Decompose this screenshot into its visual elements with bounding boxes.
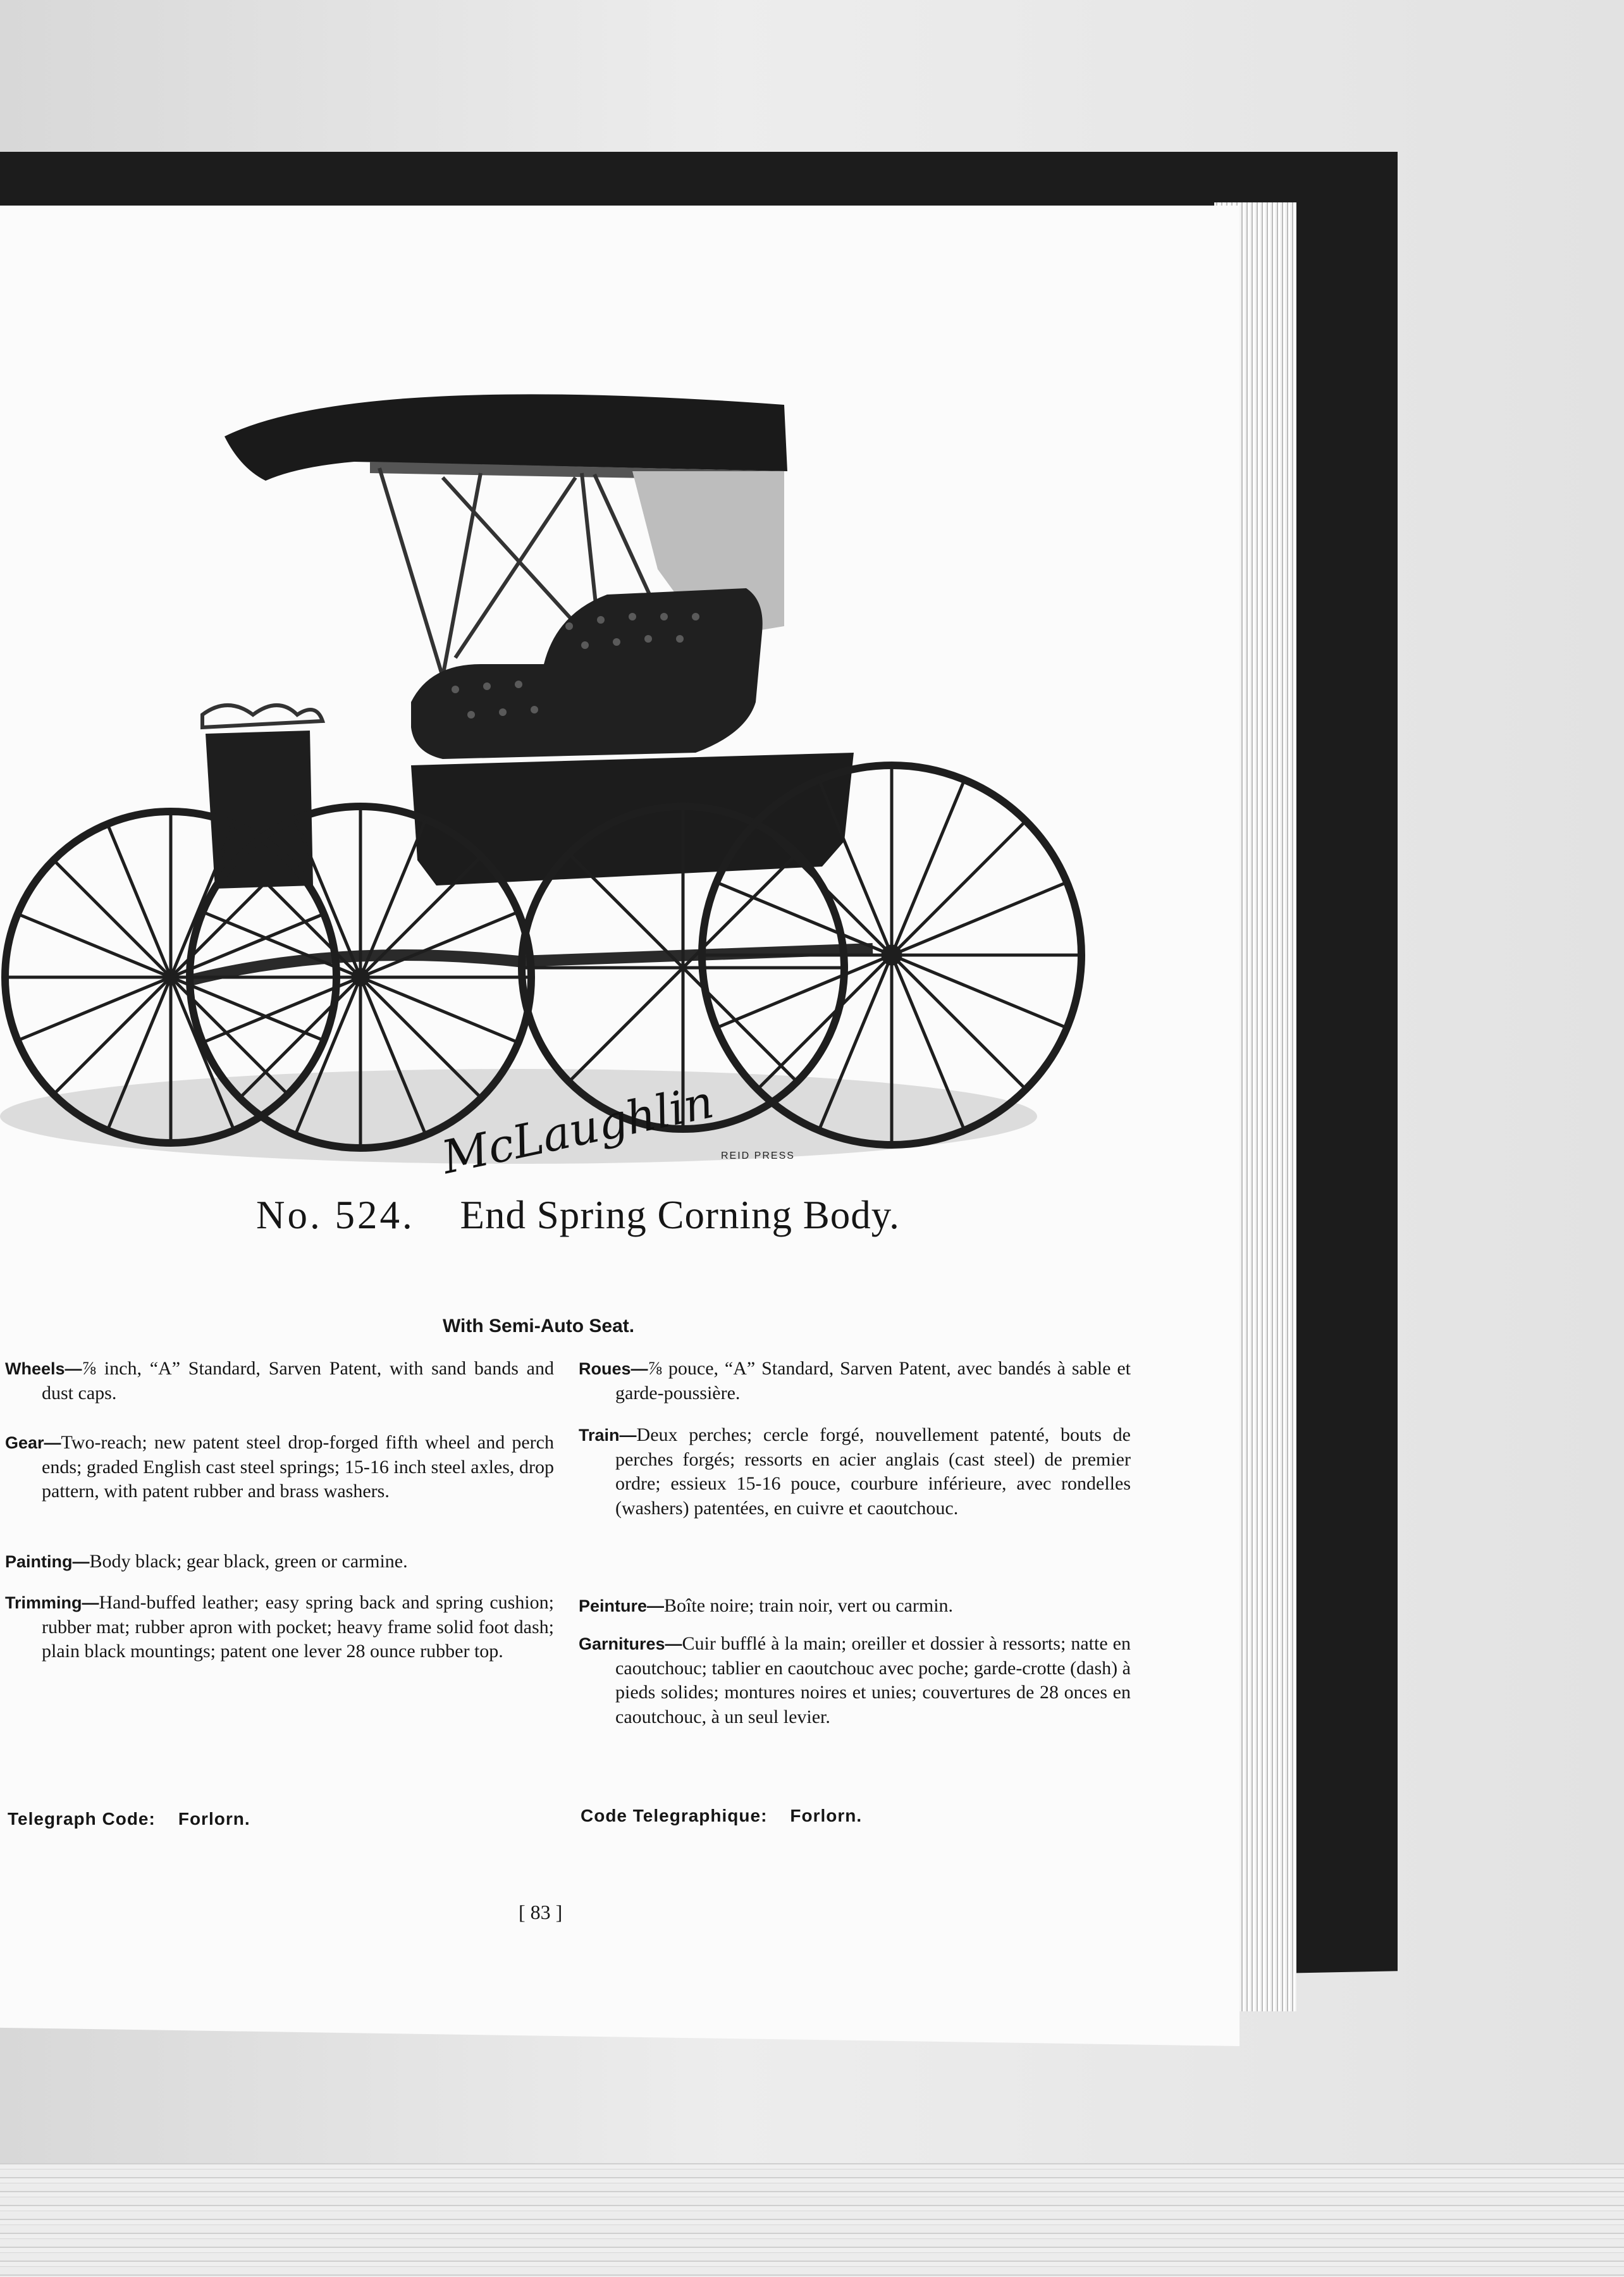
- spec-term: Gear—: [5, 1433, 61, 1452]
- spec-term: Peinture—: [579, 1596, 665, 1615]
- scan-artifact-lines: [0, 2163, 1624, 2277]
- code-label: Telegraph Code:: [8, 1809, 156, 1829]
- spec-text: Body black; gear black, green or carmine.: [89, 1551, 408, 1572]
- page-number: [ 83 ]: [519, 1901, 563, 1923]
- spec-trimming-en: [5, 1591, 554, 1664]
- press-mark: REID PRESS: [721, 1151, 795, 1161]
- spec-text: Deux perches; cercle forgé, nouvellement patenté, bouts de perches forgés; ressorts en acier anglais (cast steel) de premier ordre; essieux 15-16 pouce, courbure inférieure, avec rondelles (washers) patentées, en cuivre et caoutchouc.: [615, 1424, 1131, 1519]
- spec-train-fr: [579, 1423, 1131, 1521]
- spec-text: Hand-buffed leather; easy spring back and spring cushion; rubber mat; rubber apron with pocket; heavy frame solid foot dash; plain black mountings; patent one lever 28 ounce rubber top.: [42, 1592, 554, 1662]
- dash-scroll: [202, 705, 323, 727]
- seat-back: [411, 588, 763, 759]
- spec-text: Two-reach; new patent steel drop-forged fifth wheel and perch ends; graded English cast steel springs; 15-16 inch steel axles, drop pattern, with patent rubber and brass washers.: [42, 1432, 554, 1502]
- spec-painting-en: [5, 1550, 554, 1574]
- telegraph-code-fr: [581, 1806, 862, 1826]
- model-title: End Spring Corning Body.: [460, 1193, 900, 1237]
- telegraph-code-en: [8, 1809, 250, 1829]
- model-caption: [256, 1192, 952, 1238]
- spec-text: Cuir bufflé à la main; oreiller et dossier à ressorts; natte en caoutchouc; tablier en caoutchouc avec poche; garde-crotte (dash) à pieds solides; montures noires et unies; couvertures de 28 onces en caoutchouc, à un seul levier.: [615, 1633, 1131, 1727]
- spec-term: Wheels—: [5, 1359, 82, 1378]
- model-number: No. 524.: [256, 1193, 415, 1237]
- spec-roues-fr: [579, 1357, 1131, 1405]
- spec-term: Painting—: [5, 1552, 90, 1571]
- code-value: Forlorn.: [790, 1806, 863, 1825]
- spec-term: Roues—: [579, 1359, 648, 1378]
- maker-signature: McLaughlin: [437, 1075, 718, 1185]
- spec-gear-en: [5, 1431, 554, 1504]
- spec-peinture-fr: [579, 1594, 1131, 1619]
- front-left-wheel: [190, 806, 531, 1148]
- code-value: Forlorn.: [178, 1809, 250, 1829]
- buggy-illustration: [0, 361, 1094, 1195]
- spec-text: ⅞ pouce, “A” Standard, Sarven Patent, avec bandés à sable et garde-poussière.: [615, 1358, 1131, 1404]
- spec-text: ⅞ inch, “A” Standard, Sarven Patent, with sand bands and dust caps.: [42, 1358, 554, 1404]
- code-label: Code Telegraphique:: [581, 1806, 768, 1825]
- spec-term: Trimming—: [5, 1593, 99, 1612]
- spec-garnitures-fr: [579, 1632, 1131, 1729]
- spec-term: Garnitures—: [579, 1634, 682, 1653]
- subheading: With Semi-Auto Seat.: [443, 1316, 635, 1336]
- spec-wheels-en: [5, 1357, 554, 1405]
- front-right-wheel: [702, 765, 1081, 1145]
- spec-term: Train—: [579, 1426, 637, 1445]
- spec-text: Boîte noire; train noir, vert ou carmin.: [664, 1595, 954, 1616]
